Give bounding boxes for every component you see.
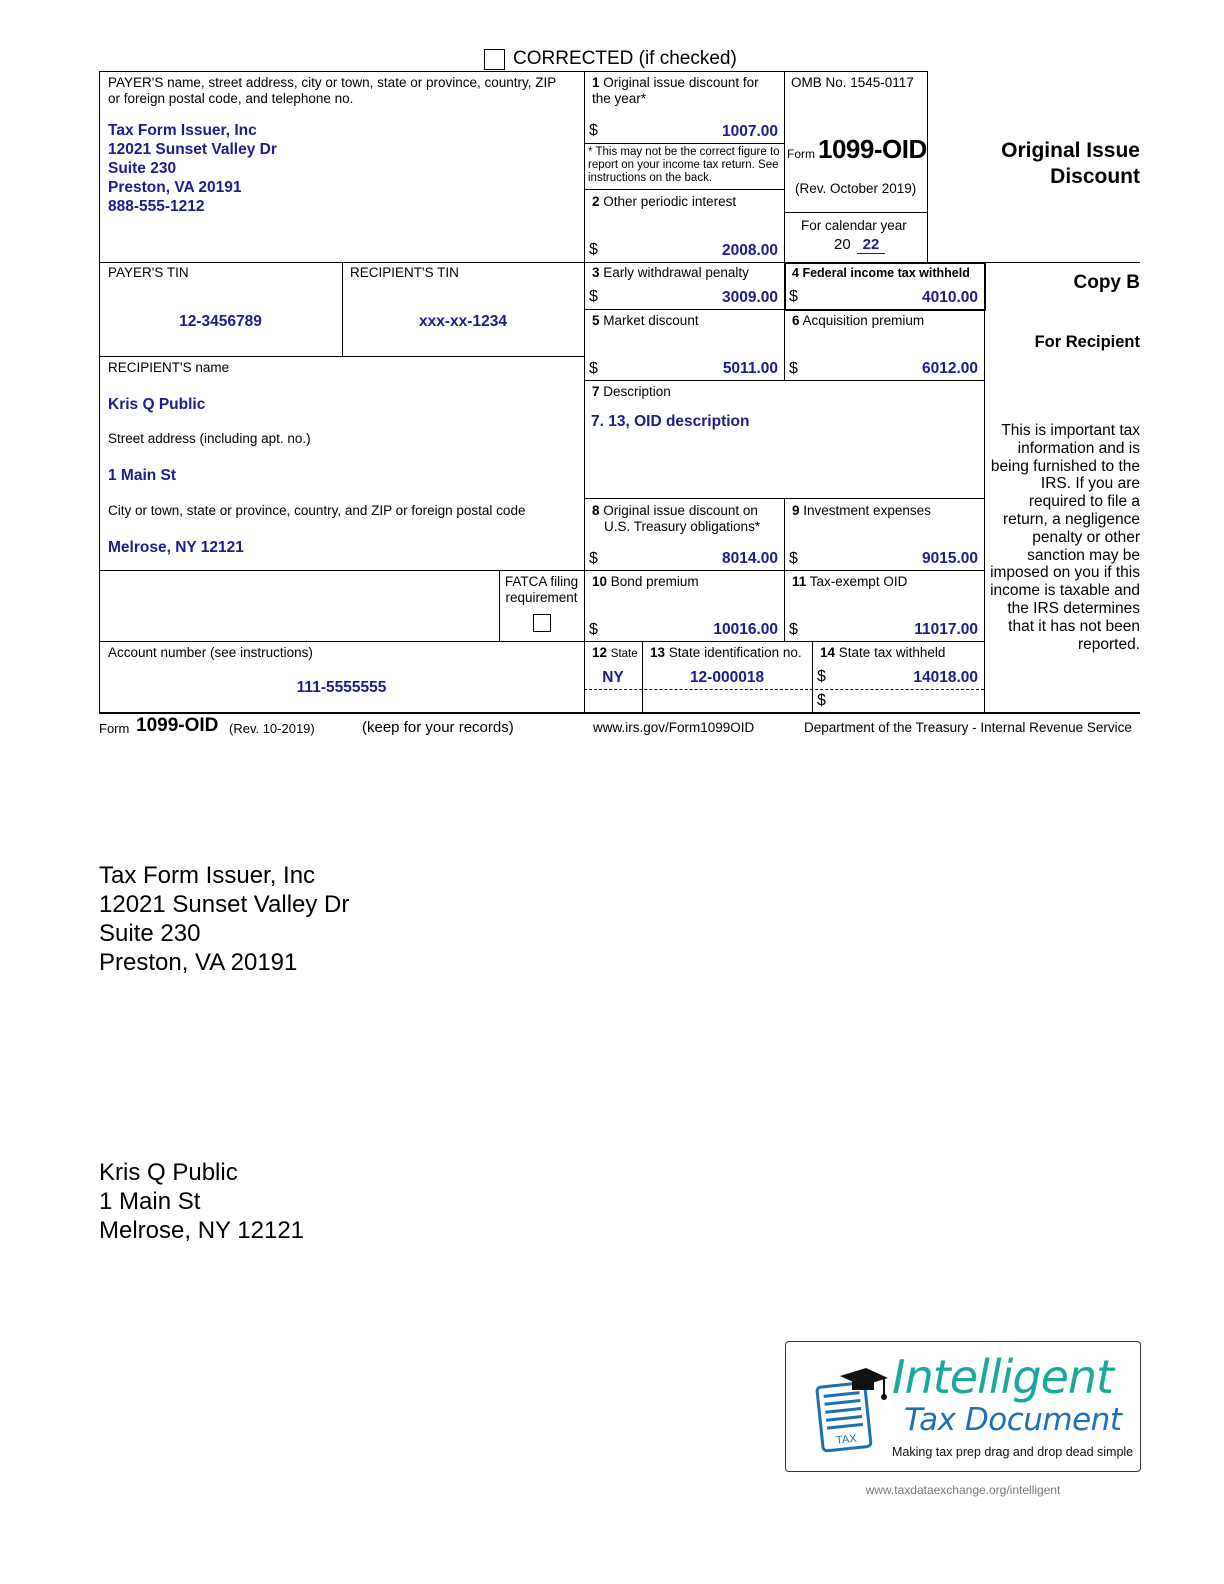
logo-tagline: Making tax prep drag and drop dead simple [892,1445,1134,1459]
rule [784,212,927,213]
footer-url: www.irs.gov/Form1099OID [593,720,755,735]
payer-label: PAYER'S name, street address, city or town, state or province, country, ZIP or foreign postal code, and telephone no. [108,75,557,106]
recipient-address [99,1158,304,1245]
form-name: 1099-OID [818,134,927,164]
box11-value: 11017.00 [914,621,978,638]
corrected-label: CORRECTED (if checked) [513,48,737,69]
box11-label: 11 Tax-exempt OID [792,574,908,589]
payer-name: Tax Form Issuer, Inc [108,122,257,139]
logo-line1: Intelligent [892,1350,1114,1404]
payer-suite: Suite 230 [108,160,177,177]
payer-phone: 888-555-1212 [108,198,205,215]
corrected-checkbox[interactable] [484,49,505,70]
omb-number: OMB No. 1545-0117 [791,75,914,90]
rule [99,71,100,713]
rule [812,641,813,713]
form-word: Form [787,147,815,161]
rule [99,71,928,72]
logo-url[interactable]: www.taxdataexchange.org/intelligent [865,1483,1061,1497]
box1-note: * This may not be the correct figure to report on your income tax return. See instructions on the back. [588,146,780,184]
box3-label: 3 Early withdrawal penalty [592,265,749,280]
return-address-line: 12021 Sunset Valley Dr [99,891,350,918]
footer-keep: (keep for your records) [362,719,514,736]
box10-label: 10 Bond premium [592,574,699,589]
box7-value: 7. 13, OID description [591,413,750,430]
rule [584,689,984,690]
rule [584,143,784,144]
recipient-street: 1 Main St [108,467,177,484]
box5-dollar: $ [589,360,598,377]
calendar-year-label: For calendar year [801,218,907,233]
return-address-line: Preston, VA 20191 [99,949,298,976]
rule [584,189,784,190]
city-label: City or town, state or province, country, and ZIP or foreign postal code [108,503,526,518]
footer-rev: (Rev. 10-2019) [229,721,315,736]
box2-label: 2 Other periodic interest [592,194,737,209]
account-label: Account number (see instructions) [108,645,313,660]
recipient-tin: xxx-xx-1234 [419,313,507,330]
box1-label: 1 Original issue discount for the year* [592,75,759,106]
box8-label: 8 Original issue discount on U.S. Treasury obligations* [592,503,761,534]
box2-value: 2008.00 [721,242,778,259]
box14-value: 14018.00 [913,669,978,686]
footer-dept: Department of the Treasury - Internal Revenue Service [804,720,1132,735]
rule [342,262,343,356]
recipient-address-line: Kris Q Public [99,1159,238,1186]
rule [99,570,984,571]
fatca-label: FATCA filing requirement [504,574,579,605]
copy-b: Copy B [1073,272,1140,293]
rule [784,71,785,262]
box11-dollar: $ [789,621,798,638]
recipient-address-line: Melrose, NY 12121 [99,1217,305,1244]
box5-value: 5011.00 [722,360,778,377]
payer-tin-label: PAYER'S TIN [108,265,189,280]
footer-form-word: Form [99,721,130,736]
box9-value: 9015.00 [921,550,978,567]
form-title: Original Issue Discount [1001,139,1140,188]
street-label: Street address (including apt. no.) [108,431,311,446]
recipient-address-line: 1 Main St [99,1188,201,1215]
rule [584,71,585,713]
box9-label: 9 Investment expenses [792,503,931,518]
box4-dollar: $ [789,288,798,305]
rule [984,712,1140,714]
box8-value: 8014.00 [721,550,778,567]
rule [984,262,985,713]
rule [927,71,928,262]
box3-dollar: $ [589,288,598,305]
box3-value: 3009.00 [721,289,778,306]
tax-document-icon [812,1362,892,1462]
box5-label: 5 Market discount [592,313,699,328]
box6-label: 6 Acquisition premium [792,313,925,328]
rule [99,641,984,642]
footer-form-name: 1099-OID [136,715,219,736]
rule [984,262,1140,263]
box6-dollar: $ [789,360,798,377]
box2-dollar: $ [589,241,598,258]
payer-city: Preston, VA 20191 [108,179,242,196]
icon-text: TAX [835,1432,858,1447]
box4-label: 4 Federal income tax withheld [792,266,970,280]
return-address-line: Tax Form Issuer, Inc [99,862,316,889]
box10-value: 10016.00 [713,621,778,638]
rule [584,380,984,381]
logo-line2: Tax Document [904,1402,1122,1438]
box10-dollar: $ [589,621,598,638]
form-rev: (Rev. October 2019) [795,181,917,196]
box13-label: 13 State identification no. [650,645,802,660]
box9-dollar: $ [789,550,798,567]
box14-label: 14 State tax withheld [820,645,946,660]
box14-dollar-2: $ [817,692,826,709]
return-address [99,861,349,977]
box12-value: NY [602,669,624,686]
box7-label: 7 Description [592,384,671,399]
payer-tin: 12-3456789 [179,313,262,330]
rule [99,712,984,714]
box8-dollar: $ [589,550,598,567]
box1-value: 1007.00 [721,123,778,140]
box12-label: 12 State [592,645,638,660]
recipient-name-label: RECIPIENT'S name [108,360,230,375]
fatca-checkbox[interactable] [533,614,551,632]
recipient-tin-label: RECIPIENT'S TIN [350,265,459,280]
box4-value: 4010.00 [921,289,978,306]
payer-street: 12021 Sunset Valley Dr [108,141,277,158]
box14-dollar: $ [817,668,826,685]
recipient-name: Kris Q Public [108,396,206,413]
year-suffix: 22 [857,237,885,254]
account-number: 111-5555555 [296,679,387,696]
box6-value: 6012.00 [921,360,978,377]
for-recipient: For Recipient [1034,333,1140,351]
year-prefix: 20 [834,236,851,253]
important-notice: This is important tax information and is being furnished to the IRS. If you are required to file a return, a negligence penalty or other sanction may be imposed on you if this income is taxable and the IRS determines that it has not been reported. [990,422,1140,653]
return-address-line: Suite 230 [99,920,201,947]
logo-panel [785,1341,1141,1472]
rule [99,356,584,357]
box1-dollar: $ [589,122,598,139]
recipient-city: Melrose, NY 12121 [108,539,244,556]
box13-value: 12-000018 [689,669,765,686]
